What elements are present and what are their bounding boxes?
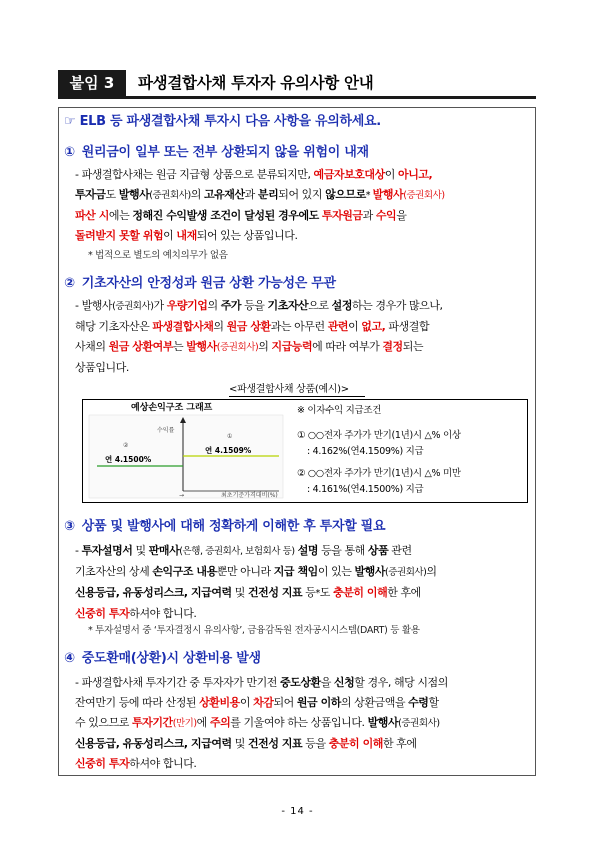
text-line: 신용등급, 유동성리스크, 지급여력 및 건전성 지표 등*도 충분히 이해한 후에	[75, 586, 421, 599]
section-2-heading	[64, 275, 336, 293]
appendix-header	[58, 70, 536, 96]
condition-2: ② ○○전자 주가가 만기(1년)시 △% 미만 : 4.161%(연4.1500%) 지급	[297, 468, 461, 495]
section-number: ②	[64, 276, 75, 291]
text-line: 해당 기초자산은 파생결합사채의 원금 상환과는 아무런 관련이 없고, 파생결합	[75, 320, 430, 333]
section-title: 중도환매(상환)시 상환비용 발생	[81, 651, 261, 666]
example-caption: <파생결합사채 상품(예시)>	[229, 384, 349, 395]
section-number: ③	[64, 519, 75, 534]
section-number: ①	[64, 145, 75, 160]
text-line: 신용등급, 유동성리스크, 지급여력 및 건전성 지표 등을 충분히 이해한 후에	[75, 737, 417, 750]
text-line: - 파생결합사채 투자기간 중 투자자가 만기전 중도상환을 신청할 경우, 해당 시점의	[75, 676, 448, 689]
intro-line: ☞ ELB 등 파생결합사채 투자시 다음 사항을 유의하세요.	[64, 114, 381, 129]
value-low-label: 연 4.1500%	[105, 455, 152, 464]
section-3-heading	[64, 518, 385, 536]
graph-y-label: 수익률	[157, 427, 175, 434]
text-line: 사채의 원금 상환여부는 발행사(증권회사)의 지급능력에 따라 여부가 결정되는	[75, 340, 424, 353]
origin-arrow: →	[179, 492, 185, 499]
text-line: 파산 시에는 정해진 수익발생 조건이 달성된 경우에도 투자원금과 수익을	[75, 209, 407, 222]
text-line: - 투자설명서 및 판매사(은행, 증권회사, 보험회사 등) 설명 등을 통해 상품 관련	[75, 544, 412, 557]
condition-1: ① ○○전자 주가가 만기(1년)시 △% 이상 : 4.162%(연4.1509%) 지급	[297, 430, 461, 457]
text-line: 신중히 투자하셔야 합니다.	[75, 757, 197, 770]
text-line: 잔여만기 등에 따라 산정된 상환비용이 차감되어 원금 이하의 상환금액을 수령할	[75, 696, 439, 709]
section-title: 원리금이 일부 또는 전부 상환되지 않을 위험이 내재	[81, 145, 369, 160]
appendix-badge: 붙임 3	[58, 70, 126, 96]
text-line: - 파생결합사채는 원금 지급형 상품으로 분류되지만, 예금자보호대상이 아니고,	[75, 168, 433, 181]
header-rule	[58, 96, 536, 99]
text-line: 상품입니다.	[75, 361, 129, 374]
text-line: 신중히 투자하셔야 합니다.	[75, 607, 197, 620]
section-title: 기초자산의 안정성과 원금 상환 가능성은 무관	[81, 276, 336, 291]
caption-underline	[229, 396, 365, 397]
footnote: * 투자설명서 중 ‘투자결정시 유의사항’, 금융감독원 전자공시시스템(DART) 등 활용	[88, 625, 420, 636]
marker-2: ②	[123, 442, 129, 449]
section-3-body	[75, 541, 530, 624]
conditions-title: ※ 이자수익 지급조건	[297, 405, 382, 416]
payment-conditions	[297, 400, 527, 502]
footnote: * 법적으로 별도의 예치의무가 없음	[88, 250, 228, 261]
section-2-body	[75, 296, 530, 378]
example-box	[82, 399, 528, 503]
section-1-body	[75, 165, 530, 246]
section-title: 상품 및 발행사에 대해 정확하게 이해한 후 투자할 필요	[81, 519, 386, 534]
payoff-graph	[83, 400, 291, 502]
graph-title: 예상손익구조 그래프	[131, 403, 213, 413]
text-line: 수 있으므로 투자기간(만기)에 주의를 기울여야 하는 상품입니다. 발행사(증권회사)	[75, 716, 440, 729]
text-line: - 발행사(증권회사)가 우량기업의 주가 등을 기초자산으로 설정하는 경우가 많으나,	[75, 299, 443, 312]
text-line: 투자금도 발행사(증권회사)의 고유재산과 분리되어 있지 않으므로* 발행사(증권회사)	[75, 188, 445, 201]
text-line: 돌려받지 못할 위험이 내재되어 있는 상품입니다.	[75, 229, 298, 242]
graph-x-label: 최초기준가격대비(%)	[221, 492, 278, 499]
section-4-heading	[64, 650, 261, 668]
page-number: - 14 -	[281, 806, 314, 817]
section-number: ④	[64, 651, 75, 666]
section-4-body	[75, 673, 530, 774]
section-1-heading	[64, 144, 369, 162]
page-title: 파생결합사채 투자자 유의사항 안내	[138, 74, 374, 92]
marker-1: ①	[227, 433, 233, 440]
text-line: 기초자산의 상세 손익구조 내용뿐만 아니라 지급 책임이 있는 발행사(증권회사)의	[75, 565, 437, 578]
payoff-graph-svg	[83, 400, 291, 502]
value-high-label: 연 4.1509%	[205, 446, 252, 455]
